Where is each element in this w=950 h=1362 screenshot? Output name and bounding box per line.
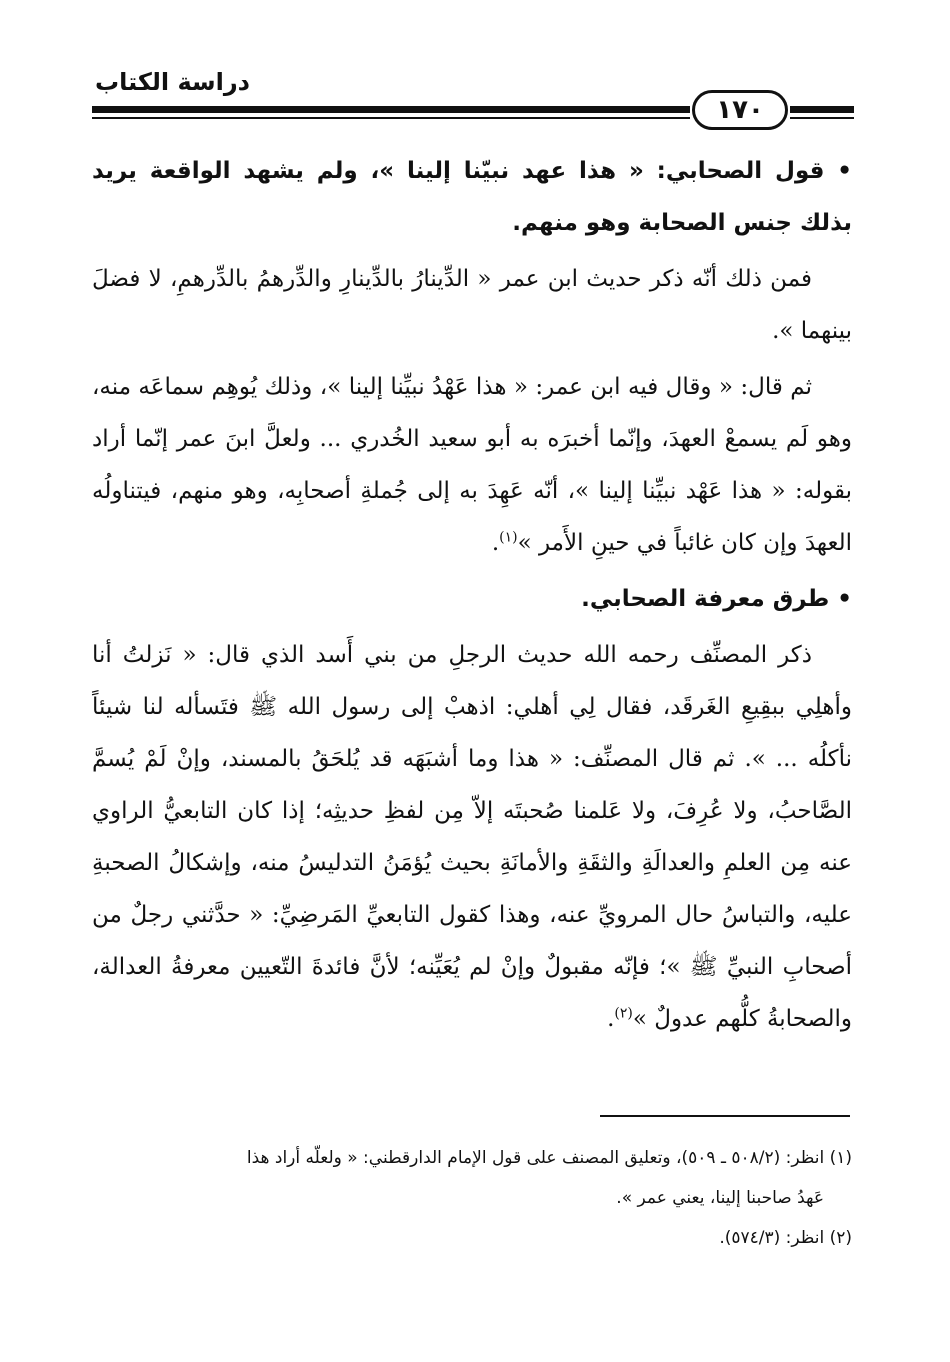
header-rule-thick bbox=[92, 106, 690, 113]
footnote-ref-1: (١) bbox=[499, 529, 518, 546]
paragraph-text: قول الصحابي: « هذا عهد نبيّنا إلينا »، ولم يشهد الواقعة يريد بذلك جنس الصحابة وهو منهم. bbox=[92, 158, 852, 236]
paragraph bbox=[92, 253, 852, 357]
paragraph-end: . bbox=[607, 1006, 615, 1032]
header-rule-thick-right bbox=[790, 106, 854, 113]
paragraph-text: ثم قال: « وقال فيه ابن عمر: « هذا عَهْدُ نبيِّنا إلينا »، وذلك يُوهِم سماعَه منه، وهو لَم يسمعْ العهدَ، وإنّما أخبرَه به أبو سعيد الخُدري ... ولعلَّ ابنَ عمر إنّما أراد بقوله: « هذا عَهْد نبيِّنا إلينا »، أنّه عَهِدَ به إلى جُملةِ أصحابِه، وهو منهم، فيتناولُه العهدَ وإن كان غائباً في حينِ الأَمر » bbox=[92, 374, 852, 556]
paragraph bbox=[92, 629, 852, 1045]
paragraph-text: طرق معرفة الصحابي. bbox=[581, 586, 830, 612]
footnote-1: (١) انظر: (٥٠٨/٢ ـ ٥٠٩)، وتعليق المصنف على قول الإمام الدارقطني: « ولعلّه أراد هذا bbox=[246, 1148, 852, 1168]
header-rule-thin bbox=[92, 117, 690, 119]
paragraph-end: . bbox=[491, 530, 500, 556]
bullet-icon: • bbox=[837, 158, 852, 184]
body-text bbox=[92, 145, 852, 1049]
page-number-badge: ١٧٠ bbox=[692, 90, 788, 130]
paragraph-heading-companion-saying bbox=[92, 145, 852, 249]
paragraph-heading-companion-methods bbox=[92, 573, 852, 625]
footnote-ref-2: (٢) bbox=[614, 1005, 633, 1022]
bullet-icon: • bbox=[837, 586, 852, 612]
footnotes bbox=[92, 1138, 852, 1258]
paragraph-text: فمن ذلك أنّه ذكر حديث ابن عمر « الدِّينارُ بالدِّينارِ والدِّرهمُ بالدِّرهمِ، لا فضلَ بينهما ». bbox=[92, 266, 852, 344]
footnote-2: (٢) انظر: (٥٧٤/٣). bbox=[719, 1228, 852, 1248]
footnote-1-continuation: عَهدُ صاحبنا إلينا، يعني عمر ». bbox=[616, 1188, 824, 1208]
paragraph-text: ذكر المصنِّف رحمه الله حديث الرجلِ من بني أَسد الذي قال: « نَزلتُ أنا وأهلِي ببقِيعِ الغَرقَد، فقال لِي أهلي: اذهبْ إلى رسول الله ﷺ فتَسأله لنا شيئاً نأكلُه ... ». ثم قال المصنِّف: « هذا وما أشبَهَه قد يُلحَقُ بالمسند، وإنْ لَمْ يُسمَّ الصَّاحبُ، ولا عُرِفَ، ولا عَلمنا صُحبتَه إلاّ مِن لفظِ حديثِه؛ إذا كان التابعيُّ الراوي عنه مِن العلمِ والعدالَةِ والثقَةِ والأمانَةِ بحيث يُؤمَنُ التدليسُ منه، وإشكالُ الصحبةِ عليه، والتباسُ حال المرويِّ عنه، وهذا كقول التابعيِّ المَرضِيِّ: « حدَّثني رجلٌ من أصحابِ النبيِّ ﷺ »؛ فإنّه مقبولٌ وإنْ لم يُعَيِّنه؛ لأنَّ فائدةَ التّعيين معرفةُ العدالة، والصحابةُ كلُّهم عدولٌ » bbox=[92, 642, 853, 1032]
header-rule-thin-right bbox=[790, 117, 854, 119]
paragraph bbox=[92, 361, 852, 569]
footnote-separator bbox=[600, 1115, 850, 1117]
running-header-title: دراسة الكتاب bbox=[95, 68, 250, 96]
